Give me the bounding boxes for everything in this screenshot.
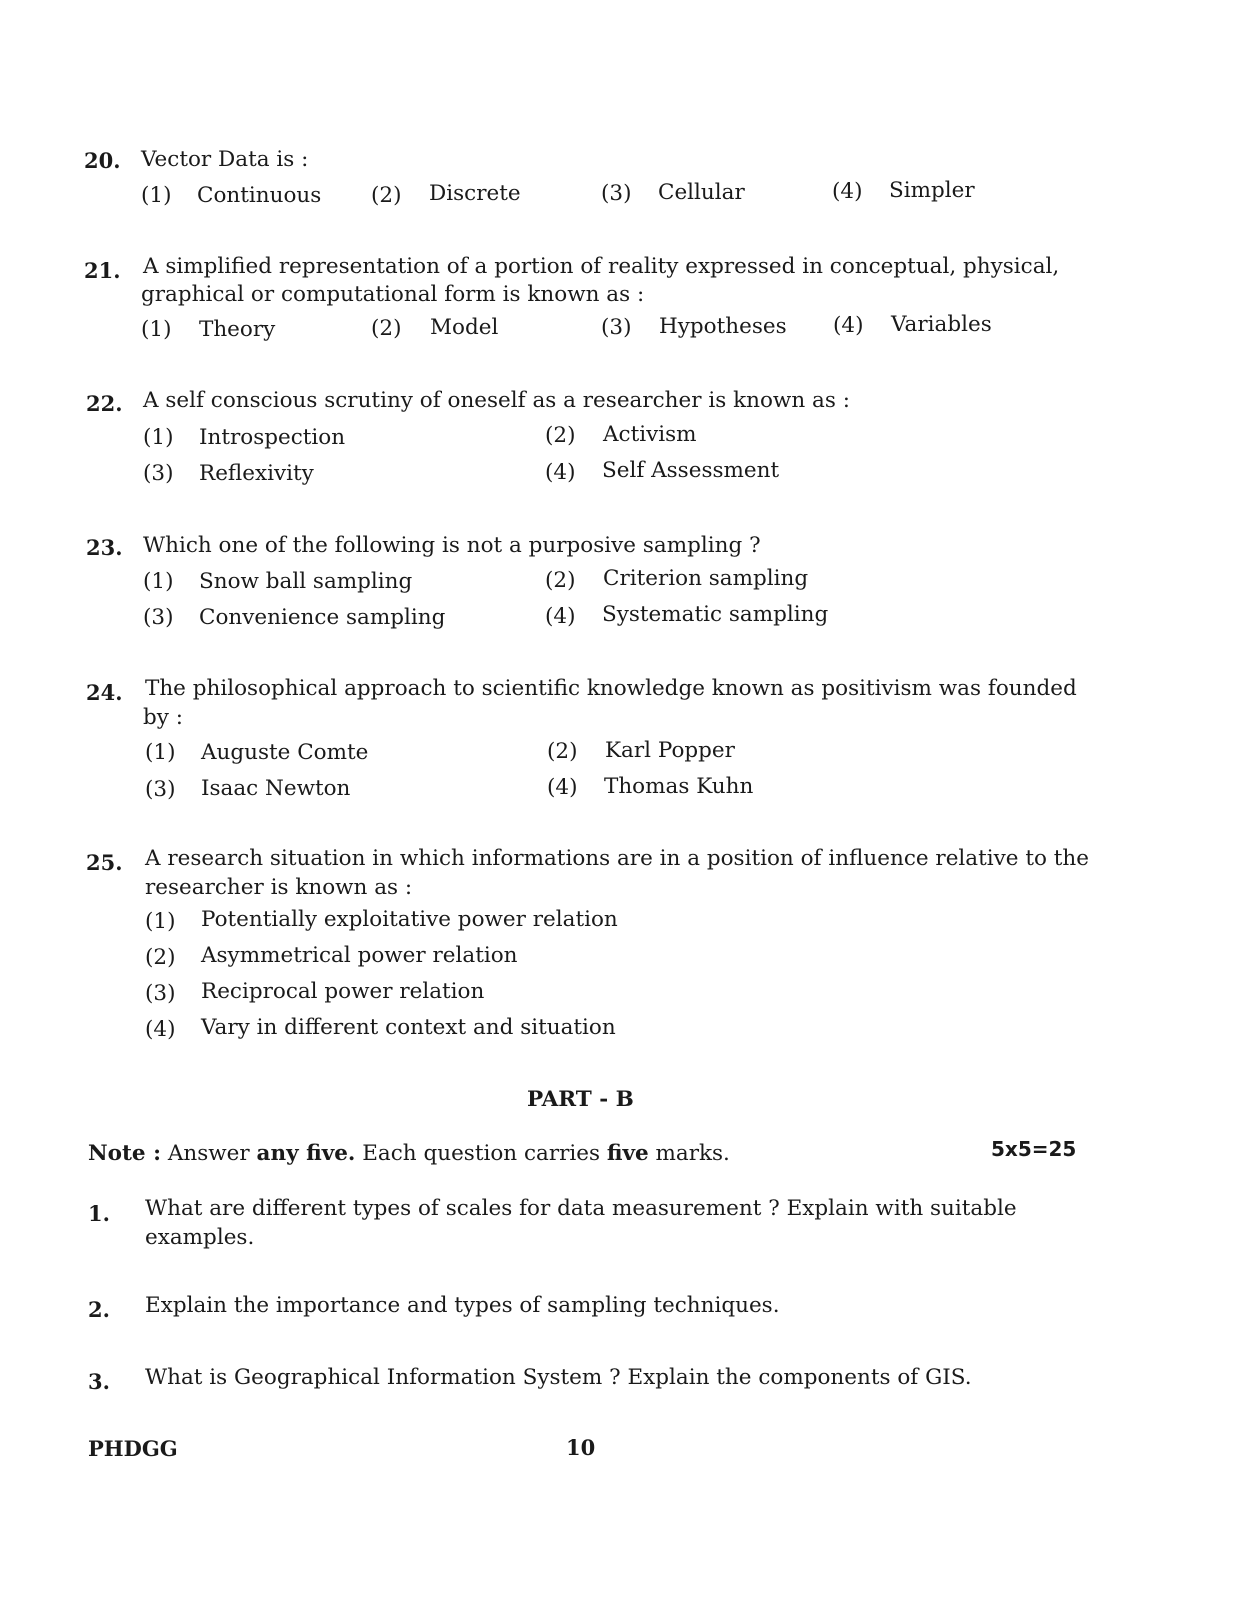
question-text: graphical or computational form is known as : — [141, 282, 645, 307]
question-text: A self conscious scrutiny of oneself as a researcher is known as : — [143, 388, 850, 413]
question-number: 25. — [86, 850, 123, 875]
option-label: Cellular — [658, 180, 745, 205]
section-heading: PART - B — [527, 1087, 634, 1112]
option-number: (3) — [145, 981, 176, 1006]
option-number: (3) — [601, 181, 632, 206]
option-number: (2) — [547, 739, 578, 764]
option-number: (4) — [832, 179, 863, 204]
question-number: 3. — [88, 1369, 110, 1394]
option-label: Systematic sampling — [602, 602, 829, 627]
paper-code: PHDGG — [88, 1436, 178, 1461]
option-label: Thomas Kuhn — [604, 774, 754, 799]
option-number: (2) — [371, 183, 402, 208]
option-number: (1) — [141, 183, 172, 208]
option-label: Snow ball sampling — [199, 569, 413, 594]
note-label: Note : — [88, 1141, 162, 1166]
option-number: (3) — [145, 777, 176, 802]
option-number: (1) — [143, 569, 174, 594]
question-number: 2. — [88, 1297, 110, 1322]
option-number: (4) — [547, 775, 578, 800]
question-number: 22. — [86, 391, 123, 416]
option-label: Vary in different context and situation — [201, 1015, 616, 1040]
option-label: Potentially exploitative power relation — [201, 907, 618, 932]
option-number: (2) — [545, 423, 576, 448]
option-number: (3) — [143, 605, 174, 630]
option-label: Simpler — [889, 178, 975, 203]
question-text: examples. — [145, 1225, 255, 1250]
option-number: (1) — [145, 740, 176, 765]
option-label: Criterion sampling — [603, 566, 809, 591]
option-number: (4) — [833, 313, 864, 338]
option-label: Asymmetrical power relation — [201, 943, 518, 968]
question-number: 1. — [88, 1201, 110, 1226]
option-label: Model — [430, 315, 499, 340]
question-text: What are different types of scales for data measurement ? Explain with suitable — [145, 1196, 1017, 1221]
question-text: researcher is known as : — [145, 875, 413, 900]
option-label: Hypotheses — [659, 314, 787, 339]
question-text: A simplified representation of a portion of reality expressed in conceptual, physical, — [143, 254, 1060, 279]
option-label: Activism — [603, 422, 697, 447]
option-number: (2) — [371, 316, 402, 341]
marks-allocation: 5x5=25 — [991, 1137, 1077, 1161]
question-number: 24. — [86, 680, 123, 705]
question-text: Explain the importance and types of sampling techniques. — [145, 1293, 780, 1318]
note-text: Each question carries — [362, 1141, 601, 1166]
question-text: Which one of the following is not a purposive sampling ? — [143, 533, 761, 558]
option-number: (3) — [143, 461, 174, 486]
question-number: 20. — [84, 148, 121, 173]
question-text: What is Geographical Information System ? Explain the components of GIS. — [145, 1365, 972, 1390]
question-text: A research situation in which informations are in a position of influence relative to the — [145, 846, 1089, 871]
note-text: marks. — [655, 1141, 730, 1166]
option-label: Reciprocal power relation — [201, 979, 485, 1004]
question-number: 23. — [86, 535, 123, 560]
option-number: (1) — [141, 317, 172, 342]
option-label: Isaac Newton — [201, 776, 351, 801]
option-number: (2) — [545, 568, 576, 593]
note-emphasis: any five. — [256, 1141, 356, 1166]
page-number: 10 — [566, 1435, 596, 1460]
option-label: Karl Popper — [605, 738, 735, 763]
option-number: (1) — [145, 909, 176, 934]
question-number: 21. — [84, 258, 121, 283]
question-text: by : — [143, 705, 183, 730]
option-label: Reflexivity — [199, 461, 314, 486]
option-number: (4) — [145, 1017, 176, 1042]
option-number: (2) — [145, 945, 176, 970]
instruction-note — [88, 1141, 730, 1166]
option-label: Self Assessment — [602, 458, 780, 483]
option-label: Discrete — [429, 181, 521, 206]
note-emphasis: five — [606, 1141, 649, 1166]
option-label: Variables — [891, 312, 992, 337]
note-text: Answer — [167, 1141, 250, 1166]
option-number: (3) — [601, 315, 632, 340]
option-number: (4) — [545, 604, 576, 629]
question-text: Vector Data is : — [141, 147, 309, 172]
question-text: The philosophical approach to scientific knowledge known as positivism was founded — [145, 676, 1077, 701]
option-label: Introspection — [199, 425, 346, 450]
option-label: Auguste Comte — [201, 740, 369, 765]
option-number: (1) — [143, 425, 174, 450]
option-label: Convenience sampling — [199, 605, 446, 630]
option-number: (4) — [545, 460, 576, 485]
option-label: Theory — [199, 317, 276, 342]
option-label: Continuous — [197, 183, 322, 208]
